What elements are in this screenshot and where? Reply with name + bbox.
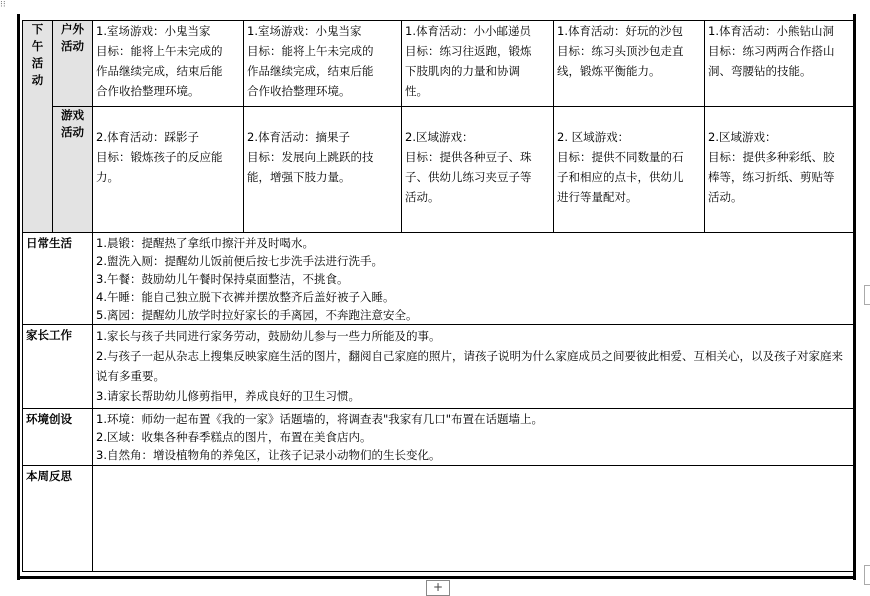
game-d4-l3: 子和相应的点卡，供幼儿: [557, 170, 684, 184]
page-border-left: [17, 14, 20, 580]
daily-line-4: 4.午睡：能自己独立脱下衣裤并摆放整齐后盖好被子入睡。: [96, 290, 395, 304]
outdoor-d2-l1: 1.室场游戏：小鬼当家: [247, 24, 362, 38]
daily-life-row: [23, 233, 854, 325]
outdoor-cell-day1: [93, 21, 244, 107]
environment-line-1: 1.环境：师幼一起布置《我的一家》话题墙的，将调查表"我家有几口"布置在话题墙上。: [96, 412, 544, 426]
game-cell-day2: [244, 107, 402, 233]
parent-line-3: 3.请家长帮助幼儿修剪指甲，养成良好的卫生习惯。: [96, 389, 360, 403]
afternoon-game-row: [23, 107, 854, 233]
outdoor-label: 户外活动: [61, 22, 84, 53]
game-d1-l3: 力。: [96, 170, 119, 184]
game-cell-day3: [402, 107, 554, 233]
afternoon-label: 下午活动: [31, 22, 44, 87]
right-margin-marker-lower: [864, 565, 870, 585]
outdoor-d4-l2: 目标：练习头顶沙包走直: [557, 44, 684, 58]
parent-work-content: [93, 325, 854, 409]
outdoor-cell-day5: [705, 21, 854, 107]
outdoor-d3-l4: 性。: [405, 84, 428, 98]
game-d3-l1: 2.区域游戏：: [405, 130, 474, 144]
right-margin-marker: [864, 285, 870, 305]
outdoor-d3-l2: 目标：练习往返跑，锻炼: [405, 44, 532, 58]
outdoor-d5-l2: 目标：练习两两合作搭山: [708, 44, 835, 58]
outdoor-d1-l2: 目标：能将上午未完成的: [96, 44, 223, 58]
outdoor-label-cell: [53, 21, 93, 107]
game-d3-l3: 子、供幼儿练习夹豆子等: [405, 170, 532, 184]
game-d2-l1: 2.体育活动：摘果子: [247, 130, 350, 144]
page-border-bottom: [17, 576, 855, 579]
daily-life-content: [93, 233, 854, 325]
reflection-content[interactable]: [93, 466, 854, 572]
environment-line-3: 3.自然角：增设植物角的养兔区，让孩子记录小动物们的生长变化。: [96, 448, 441, 462]
daily-line-3: 3.午餐：鼓励幼儿午餐时保持桌面整洁，不挑食。: [96, 272, 349, 286]
game-d3-l4: 活动。: [405, 190, 440, 204]
environment-label: 环境创设: [23, 409, 93, 466]
outdoor-d3-l3: 下肢肌肉的力量和协调: [405, 64, 520, 78]
outdoor-d1-l4: 合作收拾整理环境。: [96, 84, 200, 98]
parent-work-row: [23, 325, 854, 409]
outdoor-d2-l4: 合作收拾整理环境。: [247, 84, 351, 98]
game-d1-l2: 目标：锻炼孩子的反应能: [96, 150, 223, 164]
parent-work-label: 家长工作: [23, 325, 93, 409]
game-d4-l2: 目标：提供不同数量的石: [557, 150, 684, 164]
outdoor-cell-day3: [402, 21, 554, 107]
game-d4-l1: 2. 区域游戏：: [557, 130, 630, 144]
outdoor-d4-l1: 1.体育活动：好玩的沙包: [557, 24, 683, 38]
daily-line-1: 1.晨锻：提醒热了拿纸巾擦汗并及时喝水。: [96, 236, 314, 250]
page-border-right: [853, 14, 856, 580]
afternoon-label-cell: [23, 21, 53, 233]
outdoor-cell-day2: [244, 21, 402, 107]
game-d4-l4: 进行等量配对。: [557, 190, 638, 204]
game-d5-l4: 活动。: [708, 190, 743, 204]
game-label-cell: [53, 107, 93, 233]
game-cell-day1: [93, 107, 244, 233]
outdoor-d5-l3: 洞、弯腰钻的技能。: [708, 64, 812, 78]
outdoor-d4-l3: 线，锻炼平衡能力。: [557, 64, 661, 78]
game-d5-l1: 2.区域游戏：: [708, 130, 777, 144]
daily-life-label: 日常生活: [23, 233, 93, 325]
outdoor-d3-l1: 1.体育活动：小小邮递员: [405, 24, 531, 38]
parent-line-2: 2.与孩子一起从杂志上搜集反映家庭生活的图片，翻阅自己家庭的照片，请孩子说明为什么家庭成员之间要彼此相爱、互相关心，以及孩子对家庭来说有多重要。: [96, 349, 843, 383]
reflection-row: [23, 466, 854, 572]
outdoor-d1-l3: 作品继续完成，结束后能: [96, 64, 223, 78]
game-cell-day5: [705, 107, 854, 233]
daily-line-5: 5.离园：提醒幼儿放学时拉好家长的手离园，不奔跑注意安全。: [96, 308, 418, 322]
environment-line-2: 2.区域：收集各种春季糕点的图片，布置在美食店内。: [96, 430, 372, 444]
game-d2-l3: 能，增强下肢力量。: [247, 170, 351, 184]
weekly-plan-table: [22, 20, 854, 572]
daily-line-2: 2.盥洗入厕：提醒幼儿饭前便后按七步洗手法进行洗手。: [96, 254, 383, 268]
add-row-button[interactable]: +: [426, 580, 450, 596]
game-d3-l2: 目标：提供各种豆子、珠: [405, 150, 532, 164]
outdoor-d1-l1: 1.室场游戏：小鬼当家: [96, 24, 211, 38]
game-d1-l1: 2.体育活动：踩影子: [96, 130, 199, 144]
outdoor-cell-day4: [554, 21, 705, 107]
game-d5-l3: 棒等，练习折纸、剪贴等: [708, 170, 835, 184]
game-d2-l2: 目标：发展向上跳跃的技: [247, 150, 374, 164]
game-label: 游戏活动: [61, 108, 84, 139]
parent-line-1: 1.家长与孩子共同进行家务劳动，鼓励幼儿参与一些力所能及的事。: [96, 329, 441, 343]
afternoon-outdoor-row: [23, 21, 854, 107]
game-cell-day4: [554, 107, 705, 233]
outdoor-d2-l3: 作品继续完成，结束后能: [247, 64, 374, 78]
game-d5-l2: 目标：提供多种彩纸、胶: [708, 150, 835, 164]
environment-content: [93, 409, 854, 466]
outdoor-d5-l1: 1.体育活动：小熊钻山洞: [708, 24, 834, 38]
outdoor-d2-l2: 目标：能将上午未完成的: [247, 44, 374, 58]
reflection-label: 本周反思: [23, 466, 93, 572]
document-corner-mark: ⁝⁝: [0, 0, 6, 10]
environment-row: [23, 409, 854, 466]
